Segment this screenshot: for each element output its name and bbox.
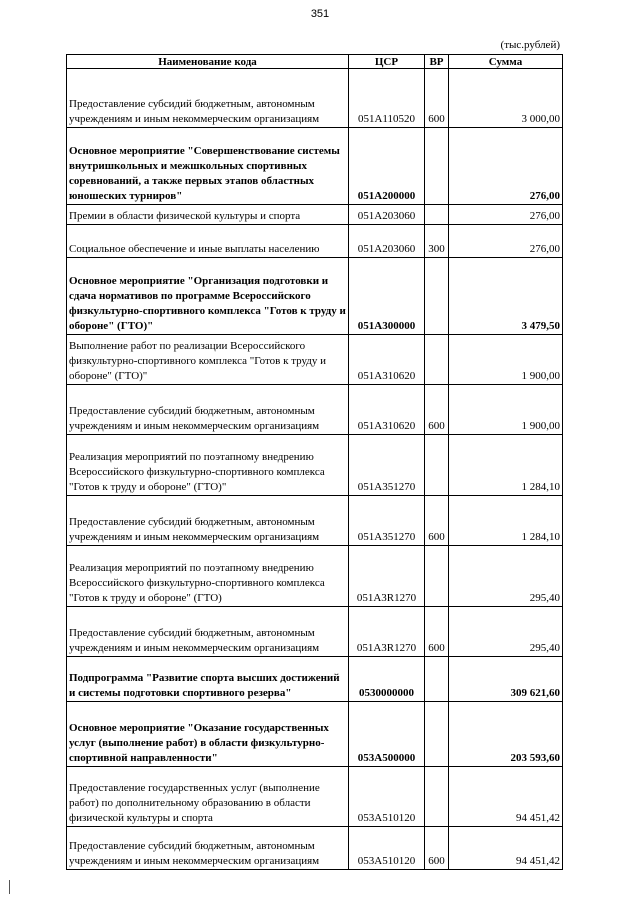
row-vr: 600 xyxy=(425,607,449,657)
row-amount: 276,00 xyxy=(449,205,563,225)
budget-table xyxy=(66,54,563,870)
row-vr xyxy=(425,128,449,205)
row-csr: 051А310620 xyxy=(349,335,425,385)
margin-mark xyxy=(9,880,10,894)
row-amount: 94 451,42 xyxy=(449,767,563,827)
row-name: Основное мероприятие "Организация подготовки и сдача нормативов по программе Всероссийского физкультурно-спортивного комплекса "Готов к труду и обороне" (ГТО)" xyxy=(67,258,349,335)
row-vr: 600 xyxy=(425,69,449,128)
row-amount: 3 000,00 xyxy=(449,69,563,128)
row-amount: 309 621,60 xyxy=(449,657,563,702)
row-name: Реализация мероприятий по поэтапному внедрению Всероссийского физкультурно-спортивного комплекса "Готов к труду и обороне" (ГТО) xyxy=(67,546,349,607)
row-amount: 295,40 xyxy=(449,546,563,607)
table-row xyxy=(67,128,563,205)
header-csr: ЦСР xyxy=(349,55,425,69)
row-vr xyxy=(425,205,449,225)
row-csr: 0530000000 xyxy=(349,657,425,702)
row-vr xyxy=(425,657,449,702)
row-name: Предоставление субсидий бюджетным, автономным учреждениям и иным некоммерческим организациям xyxy=(67,385,349,435)
row-name: Предоставление субсидий бюджетным, автономным учреждениям и иным некоммерческим организациям xyxy=(67,607,349,657)
row-vr xyxy=(425,767,449,827)
row-csr: 053А510120 xyxy=(349,767,425,827)
row-amount: 276,00 xyxy=(449,128,563,205)
row-vr: 600 xyxy=(425,496,449,546)
row-name: Предоставление субсидий бюджетным, автономным учреждениям и иным некоммерческим организациям xyxy=(67,827,349,870)
row-name: Основное мероприятие "Оказание государственных услуг (выполнение работ) в области физкультурно-спортивной направленности" xyxy=(67,702,349,767)
row-csr: 051А351270 xyxy=(349,435,425,496)
row-csr: 053А510120 xyxy=(349,827,425,870)
table-row xyxy=(67,702,563,767)
row-name: Подпрограмма "Развитие спорта высших достижений и системы подготовки спортивного резерва" xyxy=(67,657,349,702)
row-vr xyxy=(425,258,449,335)
table-row xyxy=(67,827,563,870)
header-amount: Сумма xyxy=(449,55,563,69)
row-amount: 276,00 xyxy=(449,225,563,258)
row-csr: 051А3R1270 xyxy=(349,546,425,607)
row-csr: 051А203060 xyxy=(349,205,425,225)
row-amount: 1 284,10 xyxy=(449,435,563,496)
table-row xyxy=(67,69,563,128)
row-name: Реализация мероприятий по поэтапному внедрению Всероссийского физкультурно-спортивного комплекса "Готов к труду и обороне" (ГТО)" xyxy=(67,435,349,496)
table-row xyxy=(67,335,563,385)
row-csr: 051А200000 xyxy=(349,128,425,205)
row-csr: 051А351270 xyxy=(349,496,425,546)
table-row xyxy=(67,607,563,657)
row-name: Премии в области физической культуры и спорта xyxy=(67,205,349,225)
table-row xyxy=(67,435,563,496)
table-row xyxy=(67,258,563,335)
row-vr xyxy=(425,702,449,767)
row-name: Основное мероприятие "Совершенствование системы внутришкольных и межшкольных спортивных соревнований, а также первых этапов областных юношеских турниров" xyxy=(67,128,349,205)
row-name: Предоставление государственных услуг (выполнение работ) по дополнительному образованию в области физической культуры и спорта xyxy=(67,767,349,827)
table-header-row xyxy=(67,55,563,69)
row-csr: 051А310620 xyxy=(349,385,425,435)
row-amount: 295,40 xyxy=(449,607,563,657)
row-csr: 051А300000 xyxy=(349,258,425,335)
row-amount: 1 900,00 xyxy=(449,335,563,385)
row-csr: 051А110520 xyxy=(349,69,425,128)
table-row xyxy=(67,225,563,258)
row-name: Социальное обеспечение и иные выплаты населению xyxy=(67,225,349,258)
table-row xyxy=(67,546,563,607)
row-vr: 600 xyxy=(425,827,449,870)
row-vr xyxy=(425,335,449,385)
row-amount: 203 593,60 xyxy=(449,702,563,767)
row-amount: 1 284,10 xyxy=(449,496,563,546)
table-row xyxy=(67,767,563,827)
row-vr xyxy=(425,435,449,496)
row-vr: 300 xyxy=(425,225,449,258)
row-csr: 051А3R1270 xyxy=(349,607,425,657)
page-number: 351 xyxy=(310,8,330,20)
row-vr: 600 xyxy=(425,385,449,435)
row-name: Предоставление субсидий бюджетным, автономным учреждениям и иным некоммерческим организациям xyxy=(67,69,349,128)
row-name: Предоставление субсидий бюджетным, автономным учреждениям и иным некоммерческим организациям xyxy=(67,496,349,546)
row-vr xyxy=(425,546,449,607)
table-row xyxy=(67,205,563,225)
row-amount: 3 479,50 xyxy=(449,258,563,335)
table-row xyxy=(67,657,563,702)
table-row xyxy=(67,496,563,546)
row-amount: 1 900,00 xyxy=(449,385,563,435)
row-csr: 053А500000 xyxy=(349,702,425,767)
table-row xyxy=(67,385,563,435)
row-csr: 051А203060 xyxy=(349,225,425,258)
row-name: Выполнение работ по реализации Всероссийского физкультурно-спортивного комплекса "Готов к труду и обороне" (ГТО)" xyxy=(67,335,349,385)
row-amount: 94 451,42 xyxy=(449,827,563,870)
header-name: Наименование кода xyxy=(67,55,349,69)
units-label: (тыс.рублей) xyxy=(500,39,560,51)
header-vr: ВР xyxy=(425,55,449,69)
